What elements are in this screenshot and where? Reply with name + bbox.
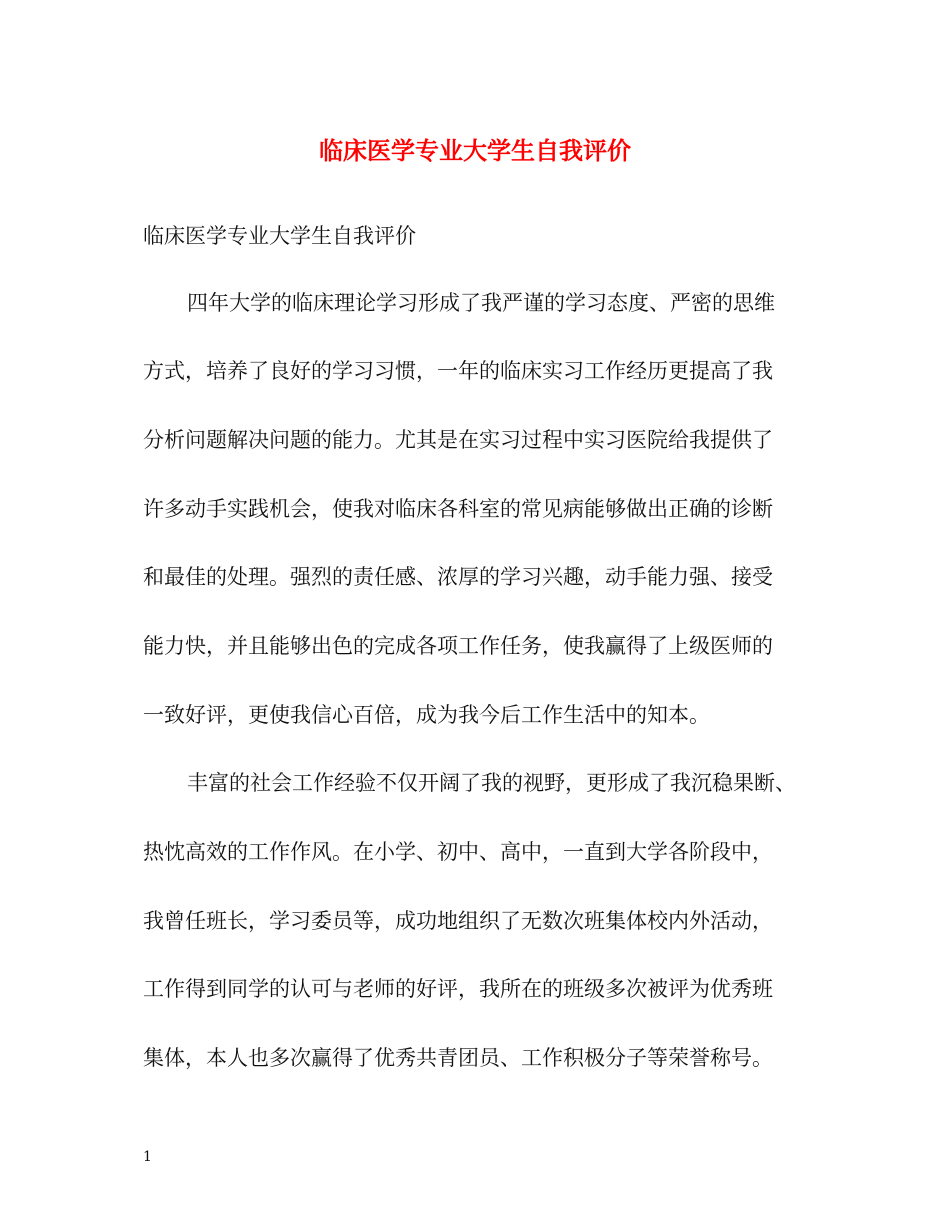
paragraph-line: 工作得到同学的认可与老师的好评，我所在的班级多次被评为优秀班: [143, 977, 773, 1001]
paragraph-line: 丰富的社会工作经验不仅开阔了我的视野，更形成了我沉稳果断、: [187, 771, 796, 795]
paragraph-line: 分析问题解决问题的能力。尤其是在实习过程中实习医院给我提供了: [143, 428, 773, 452]
paragraph-line: 方式，培养了良好的学习习惯，一年的临床实习工作经历更提高了我: [143, 359, 773, 383]
page-number: 1: [143, 1149, 152, 1165]
paragraph-line: 能力快，并且能够出色的完成各项工作任务，使我赢得了上级医师的: [143, 634, 773, 658]
paragraph-line: 四年大学的临床理论学习形成了我严谨的学习态度、严密的思维: [187, 291, 775, 315]
document-title: 临床医学专业大学生自我评价: [319, 137, 631, 165]
paragraph-line: 热忱高效的工作作风。在小学、初中、高中，一直到大学各阶段中，: [143, 840, 773, 864]
paragraph-line: 集体，本人也多次赢得了优秀共青团员、工作积极分子等荣誉称号。: [143, 1046, 773, 1070]
paragraph-line: 和最佳的处理。强烈的责任感、浓厚的学习兴趣，动手能力强、接受: [143, 565, 773, 589]
paragraph-line: 一致好评，更使我信心百倍，成为我今后工作生活中的知本。: [143, 703, 710, 727]
paragraph-line: 许多动手实践机会，使我对临床各科室的常见病能够做出正确的诊断: [143, 497, 773, 521]
document-subtitle: 临床医学专业大学生自我评价: [143, 224, 416, 248]
paragraph-line: 我曾任班长，学习委员等，成功地组织了无数次班集体校内外活动，: [143, 909, 773, 933]
